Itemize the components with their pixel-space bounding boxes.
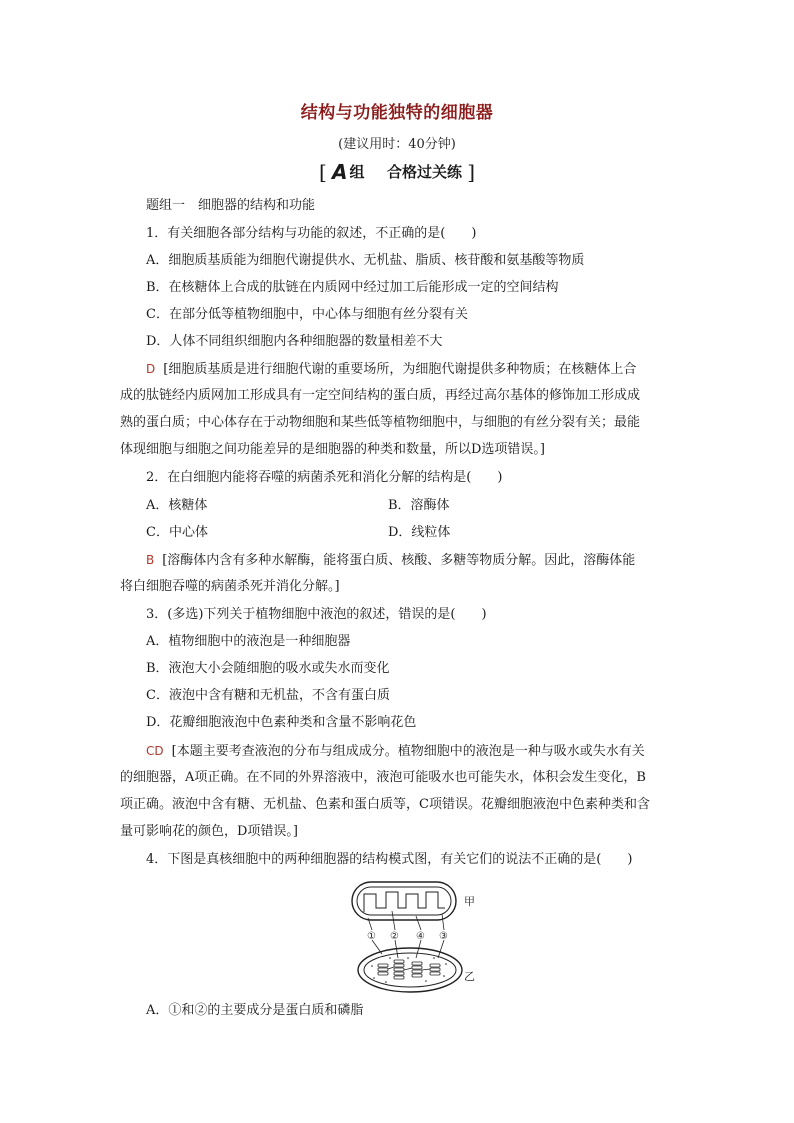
marker-3: ③: [439, 931, 448, 942]
suggested-time: (建议用时：40分钟): [338, 137, 456, 152]
group-label: 组: [349, 163, 365, 181]
group-name: 合格过关练: [386, 163, 462, 181]
q2-explanation-2: 将白细胞吞噬的病菌杀死并消化分解。]: [120, 579, 340, 594]
marker-1: ①: [367, 931, 376, 942]
q2-answer-key: B: [146, 553, 155, 567]
q3-answer: [146, 742, 645, 761]
group-heading: [0, 160, 794, 184]
group-bracket-open: [: [318, 160, 327, 184]
q1-option-d: D．人体不同组织细胞内各种细胞器的数量相差不大: [146, 334, 443, 349]
q1-explanation-4: 体现细胞与细胞之间功能差异的是细胞器的种类和数量，所以D选项错误。]: [120, 442, 545, 457]
q3-answer-key: CD: [146, 744, 164, 758]
q4-stem: 4．下图是真核细胞中的两种细胞器的结构模式图，有关它们的说法不正确的是( ): [146, 852, 633, 867]
q1-option-c: C．在部分低等植物细胞中，中心体与细胞有丝分裂有关: [146, 307, 468, 322]
label-jia: 甲: [464, 895, 475, 908]
q3-option-a: A．植物细胞中的液泡是一种细胞器: [146, 634, 351, 649]
q4-option-a: A．①和②的主要成分是蛋白质和磷脂: [146, 1003, 364, 1018]
q1-answer-key: D: [146, 362, 156, 376]
q2-option-c: C．中心体: [146, 525, 208, 540]
q2-stem: 2．在白细胞内能将吞噬的病菌杀死和消化分解的结构是( ): [146, 470, 503, 485]
group-letter: A: [332, 160, 348, 184]
q3-explanation-3: 项正确。液泡中含有糖、无机盐、色素和蛋白质等，C项错误。花瓣细胞液泡中色素种类和含: [120, 797, 650, 812]
q1-explanation-2: 成的肽链经内质网加工形成具有一定空间结构的蛋白质，再经过高尔基体的修饰加工形成成: [120, 388, 641, 403]
chloroplast-figure: [358, 948, 462, 992]
q1-stem: 1．有关细胞各部分结构与功能的叙述，不正确的是( ): [146, 226, 477, 241]
q1-explanation-3: 熟的蛋白质；中心体存在于动物细胞和某些低等植物细胞中，与细胞的有丝分裂有关；最能: [120, 415, 641, 430]
group-bracket-close: ]: [467, 160, 476, 184]
q1-answer: [146, 360, 636, 379]
q3-explanation-4: 量可影响花的颜色，D项错误。]: [120, 824, 298, 839]
q3-option-c: C．液泡中含有糖和无机盐，不含有蛋白质: [146, 688, 390, 703]
q2-option-b: B．溶酶体: [388, 498, 450, 513]
q3-option-b: B．液泡大小会随细胞的吸水或失水而变化: [146, 661, 390, 676]
q2-option-d: D．线粒体: [388, 525, 451, 540]
q1-option-b: B．在核糖体上合成的肽链在内质网中经过加工后能形成一定的空间结构: [146, 280, 559, 295]
section-heading: 题组一 细胞器的结构和功能: [146, 198, 316, 213]
marker-2: ②: [390, 931, 399, 942]
q3-option-d: D．花瓣细胞液泡中色素种类和含量不影响花色: [146, 715, 417, 730]
label-yi: 乙: [464, 970, 475, 983]
marker-4: ④: [416, 931, 425, 942]
mitochondrion-figure: [352, 882, 456, 920]
q2-option-a: A．核糖体: [146, 498, 208, 513]
q1-option-a: A．细胞质基质能为细胞代谢提供水、无机盐、脂质、核苷酸和氨基酸等物质: [146, 253, 585, 268]
organelle-diagram: [350, 878, 480, 994]
q3-explanation-1: [本题主要考查液泡的分布与组成成分。植物细胞中的液泡是一种与吸水或失水有关: [171, 744, 645, 759]
q3-explanation-2: 的细胞器，A项正确。在不同的外界溶液中，液泡可能吸水也可能失水，体积会发生变化，B: [120, 770, 646, 785]
q2-answer: [146, 551, 635, 570]
q3-stem: 3．(多选)下列关于植物细胞中液泡的叙述，错误的是( ): [146, 607, 487, 622]
q2-explanation-1: [溶酶体内含有多种水解酶，能将蛋白质、核酸、多糖等物质分解。因此，溶酶体能: [162, 553, 636, 568]
page-title: 结构与功能独特的细胞器: [300, 103, 494, 123]
q1-explanation-1: [细胞质基质是进行细胞代谢的重要场所，为细胞代谢提供多种物质；在核糖体上合: [163, 362, 637, 377]
